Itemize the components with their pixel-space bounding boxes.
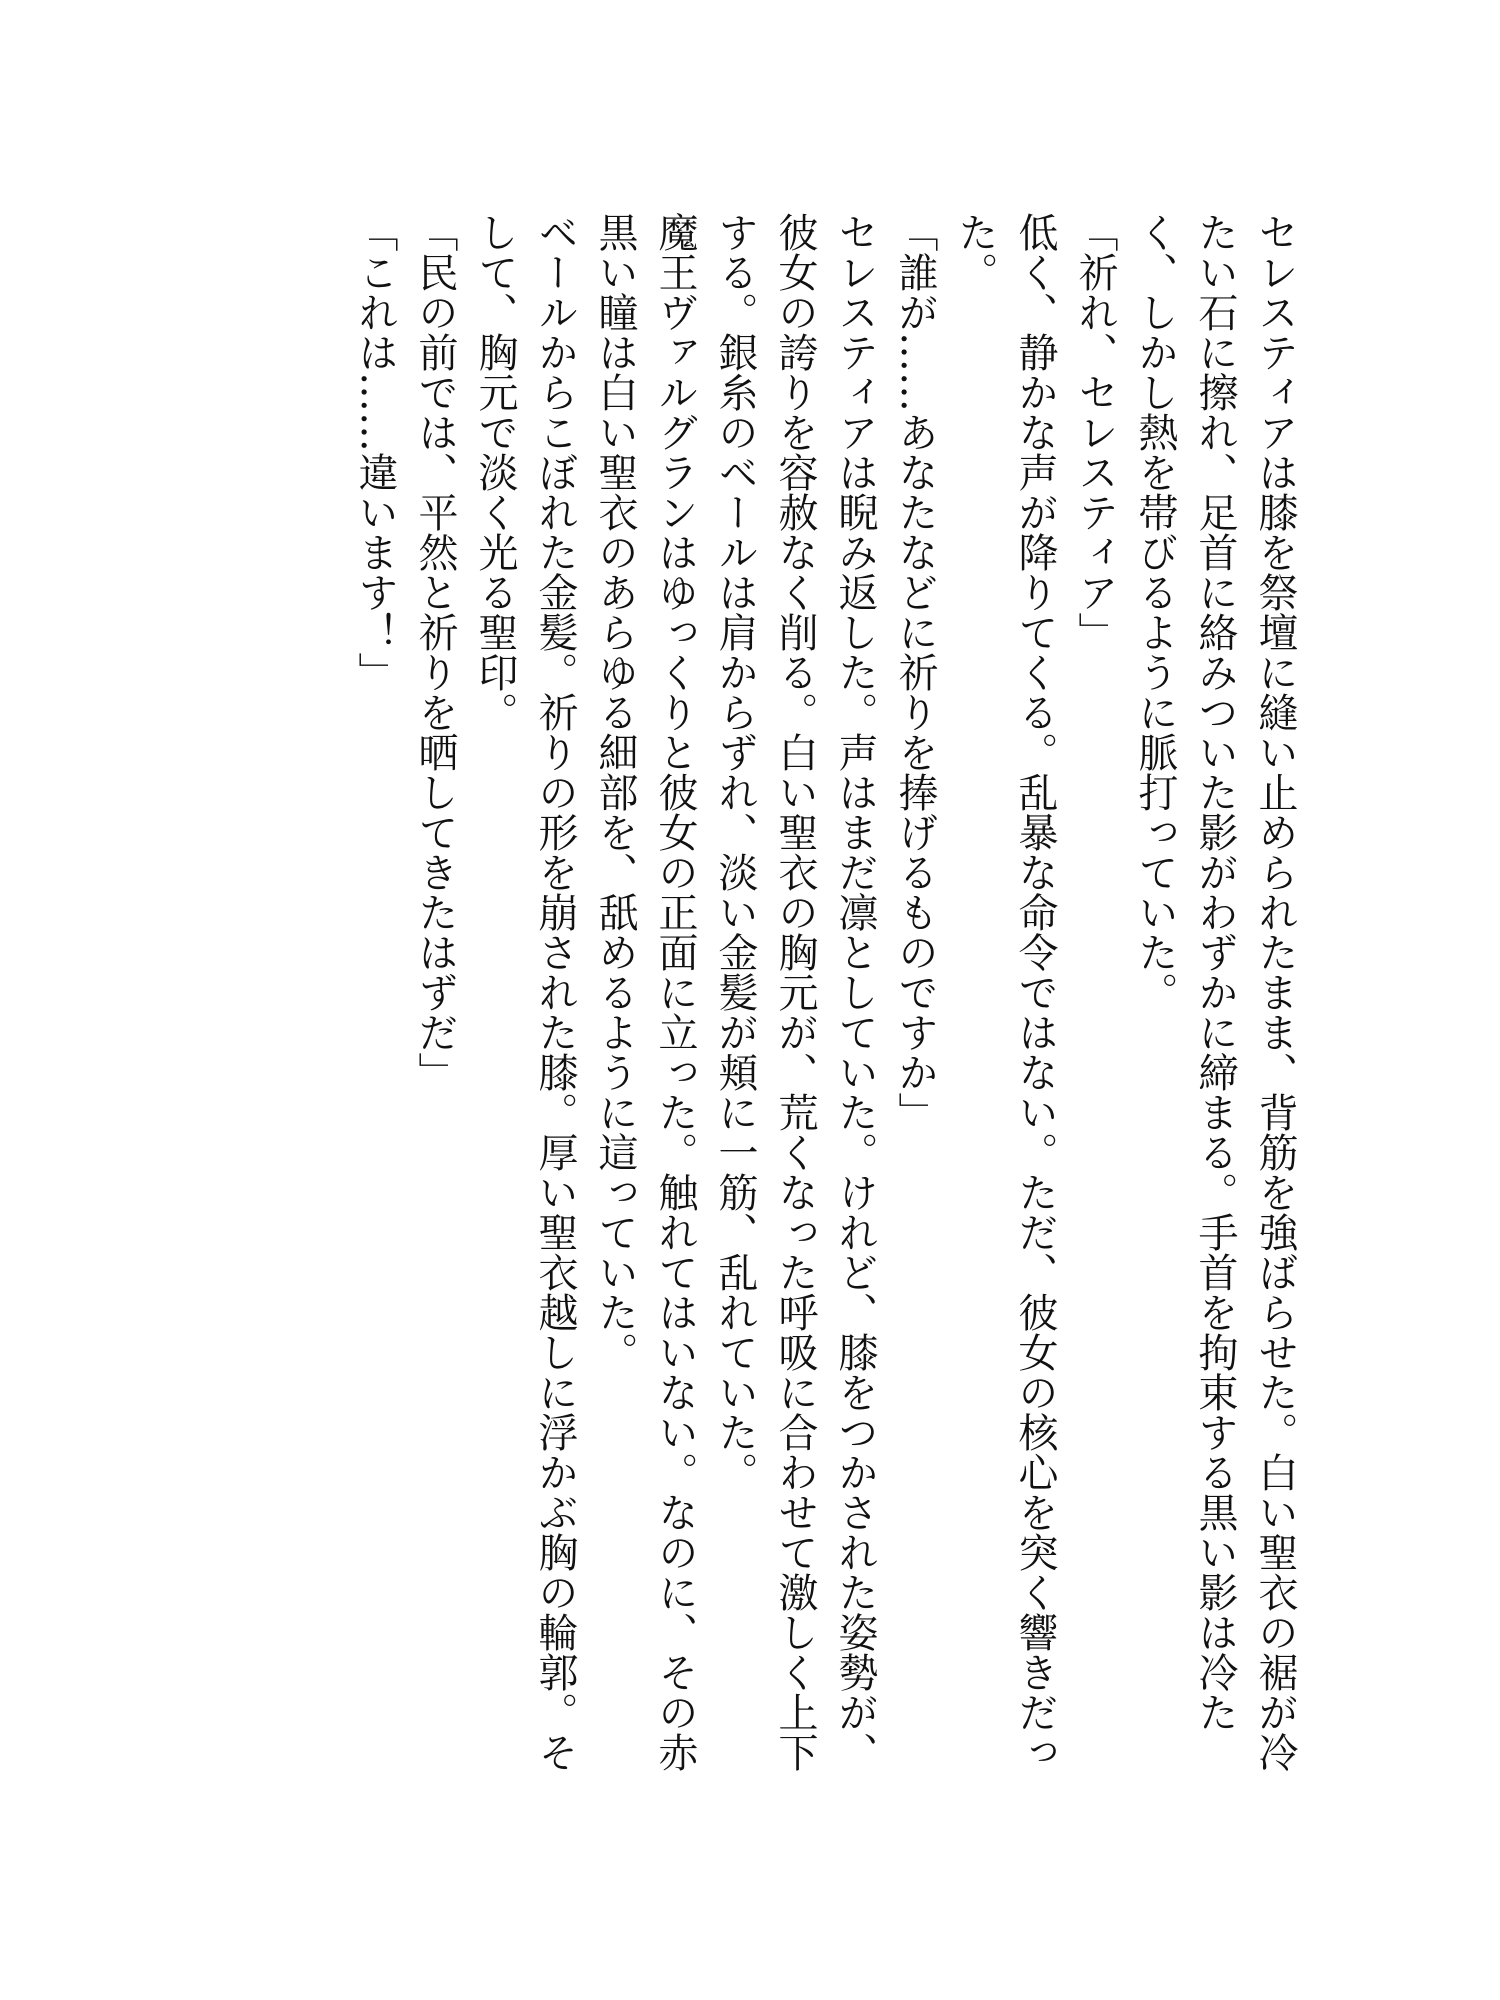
paragraph-8: 「民の前では、平然と祈りを晒してきたはずだ」 xyxy=(412,212,458,1092)
paragraph-4: 「誰が……あなたなどに祈りを捧げるものですか」 xyxy=(892,212,938,1132)
paragraph-1: セレスティアは膝を祭壇に縫い止められたまま、背筋を強ばらせた。白い聖衣の裾が冷たい石に擦れ、足首に絡みついた影がわずかに締まる。手首を拘束する黒い影は冷たく、しかし熱を帯びるように脈打っていた。 xyxy=(1132,212,1298,1772)
vertical-text-body xyxy=(345,212,1305,1772)
paragraph-6: 魔王ヴァルグランはゆっくりと彼女の正面に立った。触れてはいない。なのに、その赤黒い瞳は白い聖衣のあらゆる細部を、舐めるように這っていた。 xyxy=(592,212,698,1772)
paragraph-9: 「これは……違います！」 xyxy=(352,212,398,692)
paragraph-7: ベールからこぼれた金髪。祈りの形を崩された膝。厚い聖衣越しに浮かぶ胸の輪郭。そして、胸元で淡く光る聖印。 xyxy=(472,212,578,1772)
paragraph-3: 低く、静かな声が降りてくる。乱暴な命令ではない。ただ、彼女の核心を突く響きだった。 xyxy=(952,212,1058,1772)
paragraph-5: セレスティアは睨み返した。声はまだ凛としていた。けれど、膝をつかされた姿勢が、彼女の誇りを容赦なく削る。白い聖衣の胸元が、荒くなった呼吸に合わせて激しく上下する。銀糸のベールは肩からずれ、淡い金髪が頬に一筋、乱れていた。 xyxy=(712,212,878,1772)
paragraph-2: 「祈れ、セレスティア」 xyxy=(1072,212,1118,652)
